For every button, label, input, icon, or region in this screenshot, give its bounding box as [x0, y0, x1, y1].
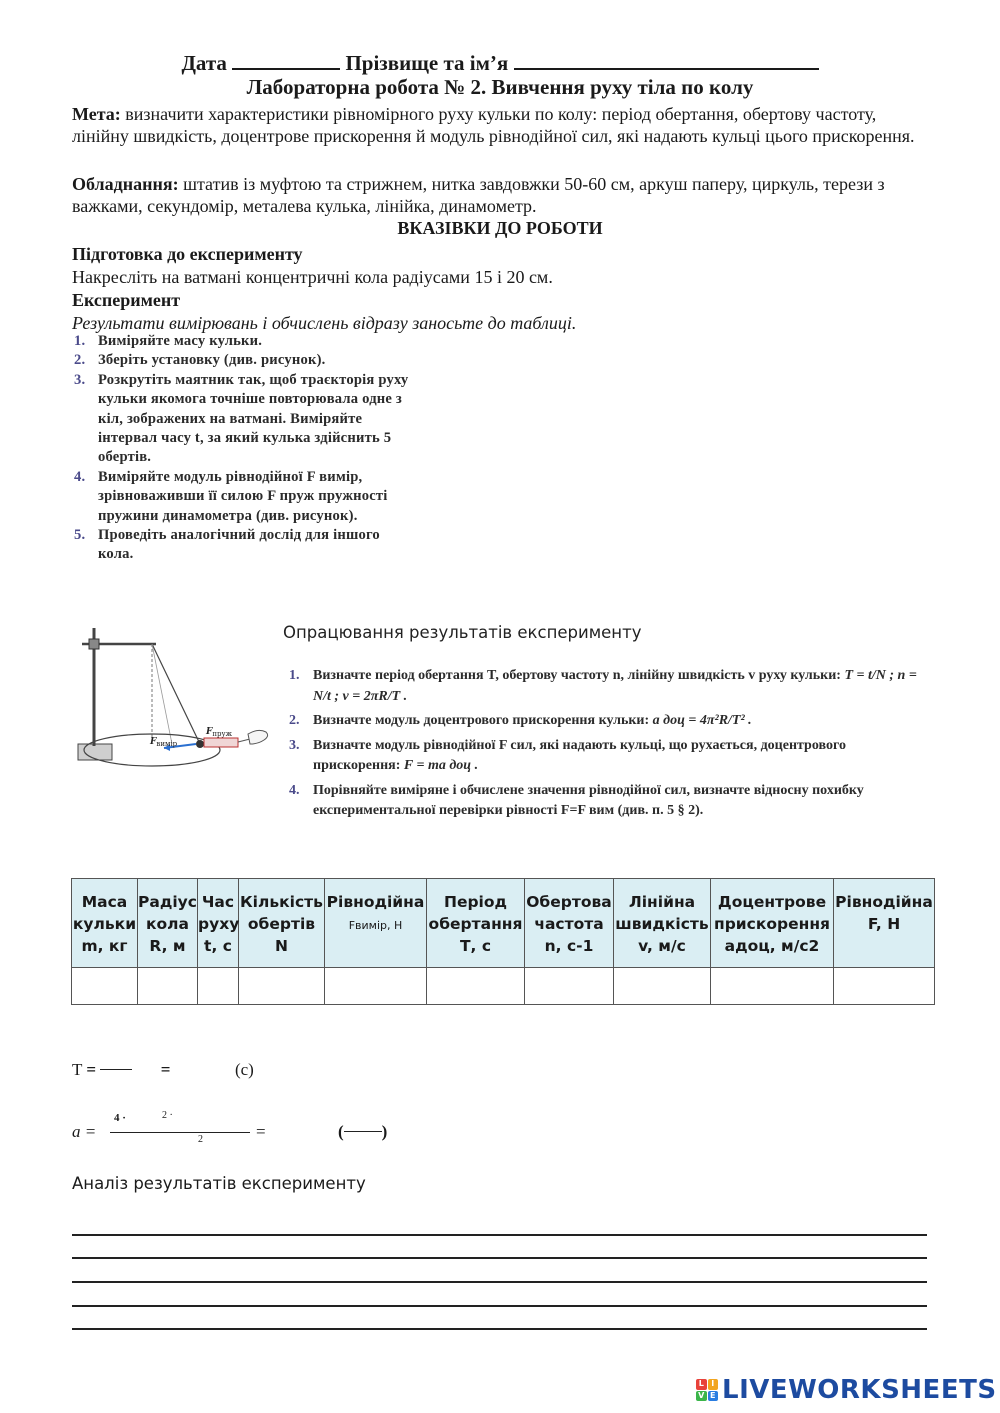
liveworksheets-icon: L I V E — [696, 1379, 718, 1401]
column-header: Рівнодійна Fвимір, Н — [325, 879, 427, 968]
column-header: Радіус кола R, м — [138, 879, 198, 968]
processing-steps — [289, 666, 919, 826]
input-acceleration[interactable] — [711, 968, 834, 1005]
date-field[interactable] — [232, 48, 340, 70]
list-item: 5. Проведіть аналогічний дослід для іншого кола. — [74, 527, 380, 563]
experiment-heading: Експеримент — [72, 290, 181, 310]
liveworksheets-logo — [696, 1375, 997, 1405]
list-item: 2. Зберіть установку (див. рисунок). — [74, 352, 326, 369]
ball — [196, 740, 204, 748]
column-header: Лінійна швидкість v, м/с — [614, 879, 711, 968]
acceleration-calculation: a = 4 · 2 · 2 = ( ) — [72, 1110, 388, 1145]
input-force-measured[interactable] — [325, 968, 427, 1005]
column-header: Час руху t, с — [198, 879, 239, 968]
goal-text: визначити характеристики рівномірного руху кульки по колу: період обертання, обертову частоту, лінійну швидкість, доцентрове прискорення й модуль рівнодійної сил, які надають кульці цього прискорення. — [72, 104, 915, 146]
column-header: Період обертання Т, с — [427, 879, 525, 968]
name-label: Прізвище та ім’я — [345, 51, 509, 75]
list-item: 3. Визначте модуль рівнодійної F сил, які надають кульці, що рухається, доцентрового прискорення: F = ma доц . — [289, 737, 846, 773]
input-period[interactable] — [427, 968, 525, 1005]
hand — [248, 730, 268, 744]
formula-force: F = ma доц . — [403, 758, 479, 773]
stand-base — [78, 744, 112, 760]
date-label: Дата — [181, 51, 227, 75]
list-item: 4. Порівняйте виміряне і обчислене значення рівнодійної сил, визначте відносну похибку експериментальної перевірки рівності F=F вим (див. п. 5 § 2). — [289, 782, 864, 818]
list-item: 3. Розкрутіть маятник так, щоб траєкторія руху кульки якомога точніше повторювала одне з кіл, зображених на ватмані. Виміряйте інтервал часу t, за який кулька здійснить 5 обертів. — [74, 371, 409, 466]
list-item: 1. Виміряйте масу кульки. — [74, 333, 263, 349]
dynamometer — [204, 738, 238, 747]
input-time[interactable] — [198, 968, 239, 1005]
analysis-heading: Аналіз результатів експерименту — [72, 1174, 366, 1193]
input-radius[interactable] — [138, 968, 198, 1005]
column-header: Доцентрове прискорення aдоц, м/с2 — [711, 879, 834, 968]
table-header-row — [72, 879, 935, 968]
formula-period: T = t/N ; n = N/t ; v = 2πR/T . — [313, 668, 917, 704]
answer-line[interactable] — [72, 1328, 927, 1330]
goal-label: Мета: — [72, 104, 121, 124]
equipment-paragraph — [72, 173, 932, 217]
page-title: Лабораторна робота № 2. Вивчення руху тіла по колу — [246, 75, 754, 99]
list-item: 4. Виміряйте модуль рівнодійної F вимір, зрівноваживши її силою F пруж пружності пружини динамометра (див. рисунок). — [74, 468, 388, 524]
column-header: Обертова частота n, с-1 — [525, 879, 614, 968]
answer-line[interactable] — [72, 1257, 927, 1259]
answer-line[interactable] — [72, 1281, 927, 1283]
pendulum-setup-figure — [72, 622, 272, 774]
name-field[interactable] — [514, 48, 819, 70]
column-header: Рівнодійна F, Н — [834, 879, 935, 968]
header-line — [0, 48, 1000, 76]
table-row — [72, 968, 935, 1005]
input-velocity[interactable] — [614, 968, 711, 1005]
goal-paragraph — [72, 103, 932, 147]
equipment-label: Обладнання: — [72, 174, 179, 194]
experiment-steps — [74, 332, 419, 565]
clamp — [89, 639, 99, 649]
answer-line[interactable] — [72, 1305, 927, 1307]
input-frequency[interactable] — [525, 968, 614, 1005]
equipment-text: штатив із муфтою та стрижнем, нитка завдовжки 50-60 см, аркуш паперу, циркуль, терези з важками, секундомір, металева кулька, лінійка, динамометр. — [72, 174, 885, 216]
preparation-heading: Підготовка до експерименту — [72, 244, 303, 264]
answer-line[interactable] — [72, 1234, 927, 1236]
period-fraction-input[interactable] — [100, 1069, 132, 1070]
thread-shadow — [152, 644, 172, 744]
results-table — [71, 878, 935, 1005]
instructions-heading: ВКАЗІВКИ ДО РОБОТИ — [397, 218, 603, 238]
experiment-note: Результати вимірювань і обчислень відразу заносьте до таблиці. — [72, 313, 577, 333]
label-f-measured: $F_{вимір}$ — [150, 737, 178, 748]
thread — [152, 644, 200, 744]
column-header: Маса кульки m, кг — [72, 879, 138, 968]
preparation-text: Накресліть на ватмані концентричні кола радіусами 15 і 20 см. — [72, 267, 553, 287]
processing-heading: Опрацювання результатів експерименту — [283, 623, 642, 642]
input-mass[interactable] — [72, 968, 138, 1005]
acceleration-unit-input[interactable] — [344, 1131, 382, 1132]
logo-text: LIVEWORKSHEETS — [722, 1375, 997, 1405]
input-revolutions[interactable] — [239, 968, 325, 1005]
list-item: 1. Визначте період обертання T, обертову частоту n, лінійну швидкість v руху кульки: T = t/N ; n = N/t ; v = 2πR/T . — [289, 668, 917, 704]
acceleration-fraction-bar[interactable] — [110, 1132, 250, 1133]
period-calculation: T = = (с) — [72, 1060, 254, 1079]
formula-acceleration: a доц = 4π²R/T² . — [652, 713, 752, 728]
list-item: 2. Визначте модуль доцентрового прискорення кульки: a доц = 4π²R/T² . — [289, 713, 752, 728]
column-header: Кількість обертів N — [239, 879, 325, 968]
label-f-spring: $F_{пруж}$ — [206, 727, 233, 738]
input-force[interactable] — [834, 968, 935, 1005]
